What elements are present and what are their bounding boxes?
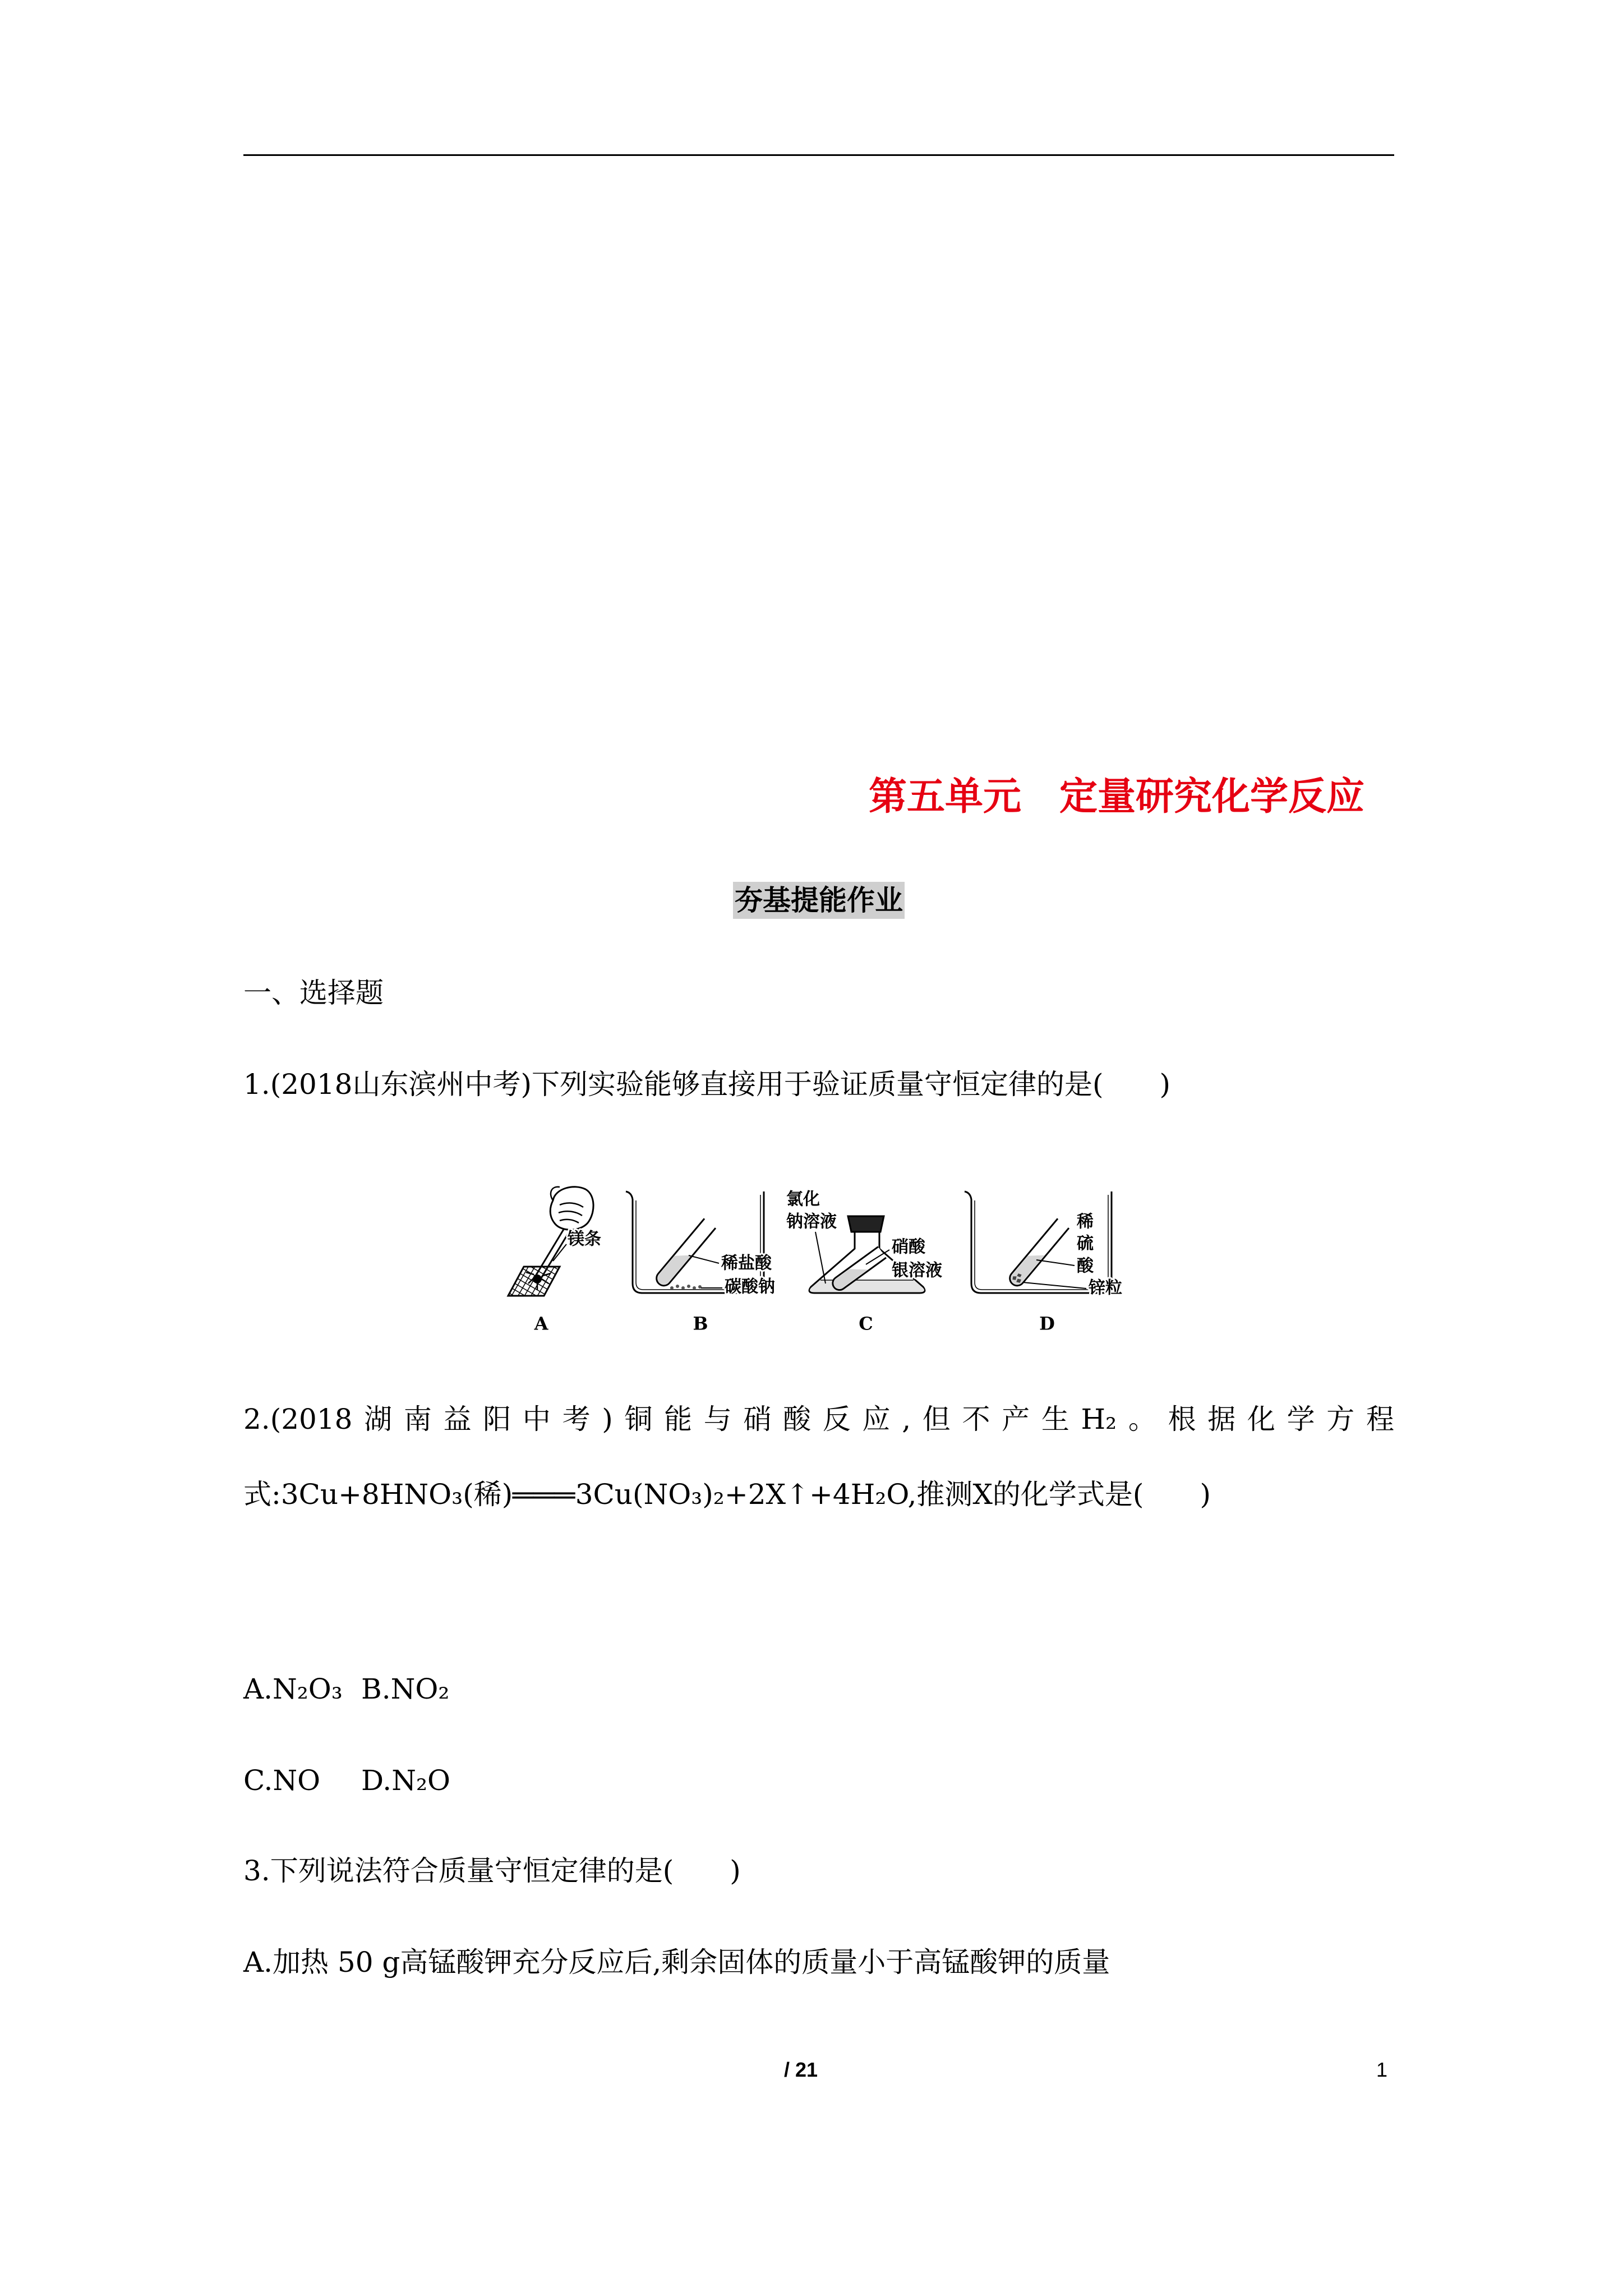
question-2-stem-line-1: 2.(2018湖南益阳中考)铜能与硝酸反应,但不产生H₂。根据化学方程	[243, 1403, 1394, 1435]
label-zinc-granules: 锌粒	[1089, 1278, 1122, 1298]
label-silver-nitrate-line-2: 银溶液	[892, 1260, 942, 1281]
question-2-options-row-2	[243, 1764, 804, 1797]
label-sodium-carbonate: 碳酸钠	[725, 1277, 775, 1297]
leader-dilute-sulfuric-acid	[1036, 1260, 1075, 1266]
panel-a-burning-magnesium	[508, 1187, 601, 1335]
test-tube-d	[1007, 1218, 1069, 1289]
page-total: / 21	[783, 2058, 818, 2081]
question-2-option-d[interactable]: D.N₂O	[361, 1764, 450, 1797]
question-2-equation-right: 3Cu(NO₃)₂+2X↑+4H₂O,推测X的化学式是( )	[575, 1478, 1211, 1511]
powder-grain	[676, 1285, 679, 1288]
panel-letter-b: B	[693, 1313, 708, 1335]
question-2-option-b[interactable]: B.NO₂	[361, 1673, 450, 1705]
leader-dilute-hcl	[689, 1255, 719, 1263]
question-2-options-row-1	[243, 1672, 804, 1706]
panel-d-sulfuric-acid-zinc	[965, 1191, 1122, 1335]
header-rule	[243, 154, 1394, 156]
test-tube-b	[653, 1218, 716, 1289]
section-subtitle: 夯基提能作业	[733, 882, 905, 919]
leader-zinc-granules	[1023, 1282, 1086, 1289]
label-dilute-hydrochloric-acid: 稀盐酸	[721, 1253, 772, 1273]
question-1-stem: 1.(2018山东滨州中考)下列实验能够直接用于验证质量守恒定律的是( )	[243, 1068, 1170, 1101]
question-3-option-a[interactable]: A.加热 50 g高锰酸钾充分反应后,剩余固体的质量小于高锰酸钾的质量	[243, 1946, 1110, 1978]
powder-grain	[693, 1286, 696, 1290]
label-sodium-chloride-line-1: 氯化	[786, 1189, 820, 1209]
flask-stopper	[848, 1216, 884, 1232]
question-3-stem: 3.下列说法符合质量守恒定律的是( )	[243, 1855, 741, 1887]
label-silver-nitrate-line-1: 硝酸	[892, 1237, 925, 1257]
leader-sodium-chloride-solution	[815, 1232, 826, 1283]
question-2-option-c[interactable]: C.NO	[243, 1764, 321, 1797]
label-sulfuric-acid-char-3: 酸	[1077, 1256, 1094, 1276]
powder-grain	[670, 1286, 674, 1290]
panel-letter-a: A	[534, 1313, 548, 1335]
powder-grain	[681, 1286, 685, 1290]
question-2-equation-left: 式:3Cu+8HNO₃(稀)	[243, 1478, 513, 1511]
panel-b-hydrochloric-acid-sodium-carbonate	[626, 1191, 775, 1335]
label-sulfuric-acid-char-1: 稀	[1077, 1212, 1094, 1232]
panel-letter-d: D	[1039, 1313, 1055, 1335]
panel-c-sodium-chloride-silver-nitrate	[786, 1190, 942, 1335]
page-number: 1	[1376, 2058, 1388, 2081]
label-sulfuric-acid-char-2: 硫	[1077, 1234, 1094, 1254]
section-heading: 一、选择题	[243, 977, 384, 1009]
powder-grain	[687, 1285, 690, 1288]
page-title: 第五单元 定量研究化学反应	[868, 775, 1364, 819]
flask-liquid	[810, 1280, 924, 1292]
question-2-stem-line-2	[243, 1478, 1211, 1513]
question-2-option-a[interactable]: A.N₂O₃	[243, 1673, 343, 1705]
sodium-carbonate-powder	[670, 1285, 702, 1290]
magnesium-ribbon	[533, 1274, 542, 1283]
experiment-figure	[501, 1178, 1141, 1346]
panel-letter-c: C	[859, 1313, 873, 1335]
reaction-equals-sign: ═══	[513, 1481, 575, 1510]
hand-illustration	[550, 1187, 593, 1230]
label-sodium-chloride-line-2: 钠溶液	[786, 1212, 837, 1232]
label-magnesium-ribbon: 镁条	[568, 1229, 601, 1249]
